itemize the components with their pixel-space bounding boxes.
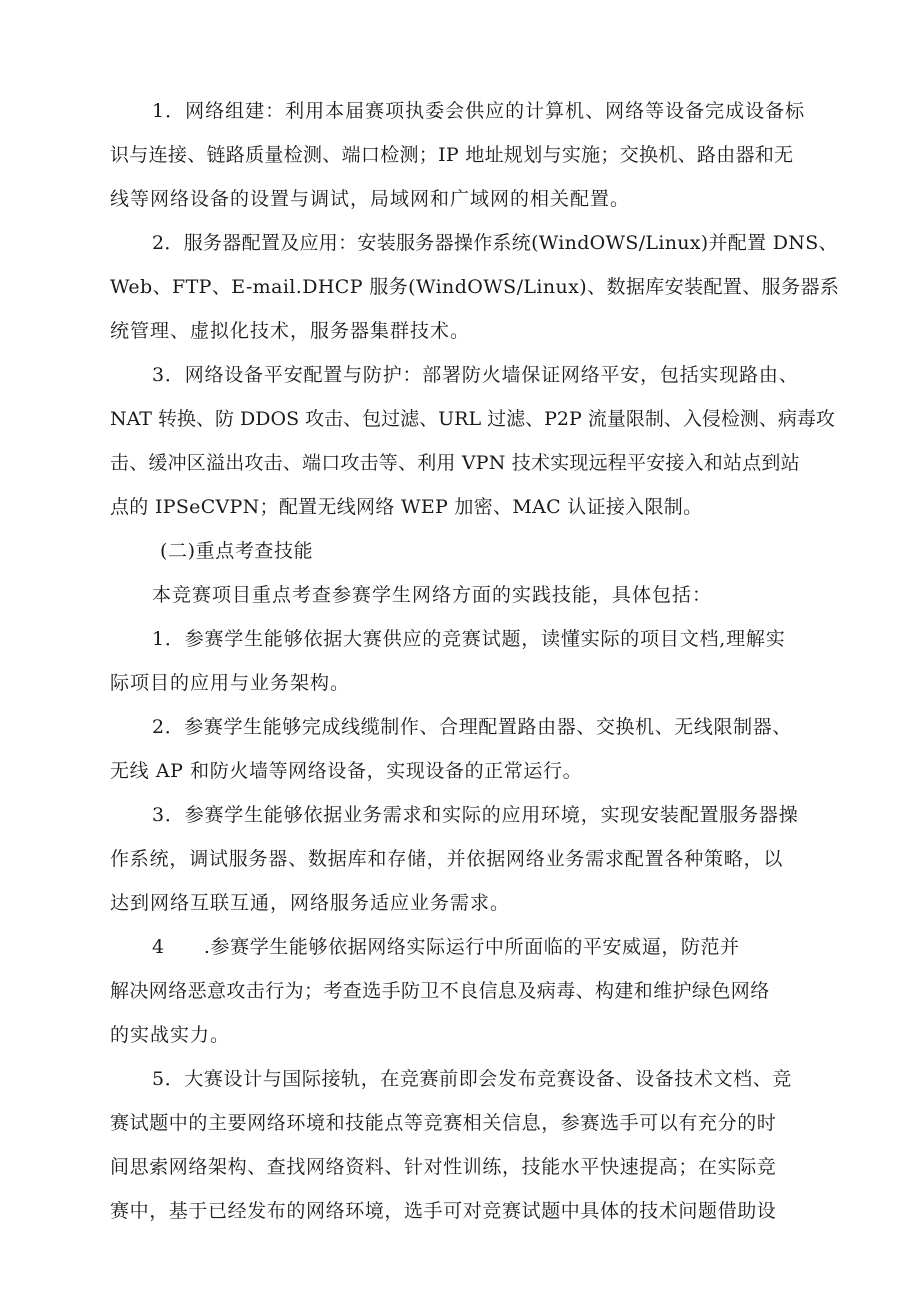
section-heading: (二)重点考查技能 [160,540,314,562]
skill5-line2: 赛试题中的主要网络环境和技能点等竞赛相关信息，参赛选手可以有充分的时 [110,1112,777,1134]
p2-line2: Web、FTP、E-mail.DHCP 服务(WindOWS/Linux)、数据库安装配置、服务器系 [110,276,840,298]
p3-line1: 3．网络设备平安配置与防护：部署防火墙保证网络平安，包括实现路由、 [152,364,799,386]
p1-line1: 1．网络组建：利用本届赛项执委会供应的计算机、网络等设备完成设备标 [152,100,806,122]
skill5-line3: 间思索网络架构、查找网络资料、针对性训练，技能水平快速提高；在实际竞 [110,1156,777,1178]
p2-line1: 2．服务器配置及应用：安装服务器操作系统(WindOWS/Linux)并配置 DNS、 [152,232,838,254]
skill3-line2: 作系统，调试服务器、数据库和存储，并依据网络业务需求配置各种策略，以 [110,848,784,870]
skill4-line2: 解决网络恶意攻击行为；考查选手防卫不良信息及病毒、构建和维护绿色网络 [110,980,770,1002]
skill3-line1: 3．参赛学生能够依据业务需求和实际的应用环境，实现安装配置服务器操 [152,804,799,826]
skill1-line2: 际项目的应用与业务架构。 [110,672,351,694]
skill1-line1: 1．参赛学生能够依据大赛供应的竞赛试题，读懂实际的项目文档,理解实 [152,628,786,650]
skill2-line1: 2．参赛学生能够完成线缆制作、合理配置路由器、交换机、无线限制器、 [152,716,792,738]
p1-line3: 线等网络设备的设置与调试，局域网和广域网的相关配置。 [110,188,631,210]
intro-line: 本竞赛项目重点考查参赛学生网络方面的实践技能，具体包括： [152,584,713,606]
skill4-line1: 4 .参赛学生能够依据网络实际运行中所面临的平安威逼，防范并 [152,936,740,958]
p3-line4: 点的 IPSeCVPN；配置无线网络 WEP 加密、MAC 认证接入限制。 [110,496,703,518]
skill4-line3: 的实战实力。 [110,1024,231,1046]
skill3-line3: 达到网络互联互通，网络服务适应业务需求。 [110,892,511,914]
skill5-line4: 赛中，基于已经发布的网络环境，选手可对竞赛试题中具体的技术问题借助设 [110,1200,777,1222]
skill5-line1: 5．大赛设计与国际接轨，在竞赛前即会发布竞赛设备、设备技术文档、竞 [152,1068,792,1090]
p2-line3: 统管理、虚拟化技术，服务器集群技术。 [110,320,471,342]
p1-line2: 识与连接、链路质量检测、端口检测；IP 地址规划与实施；交换机、路由器和无 [110,144,794,166]
p3-line3: 击、缓冲区溢出攻击、端口攻击等、利用 VPN 技术实现远程平安接入和站点到站 [110,452,800,474]
p3-line2: NAT 转换、防 DDOS 攻击、包过滤、URL 过滤、P2P 流量限制、入侵检测、病毒攻 [110,408,835,430]
skill2-line2: 无线 AP 和防火墙等网络设备，实现设备的正常运行。 [110,760,583,782]
